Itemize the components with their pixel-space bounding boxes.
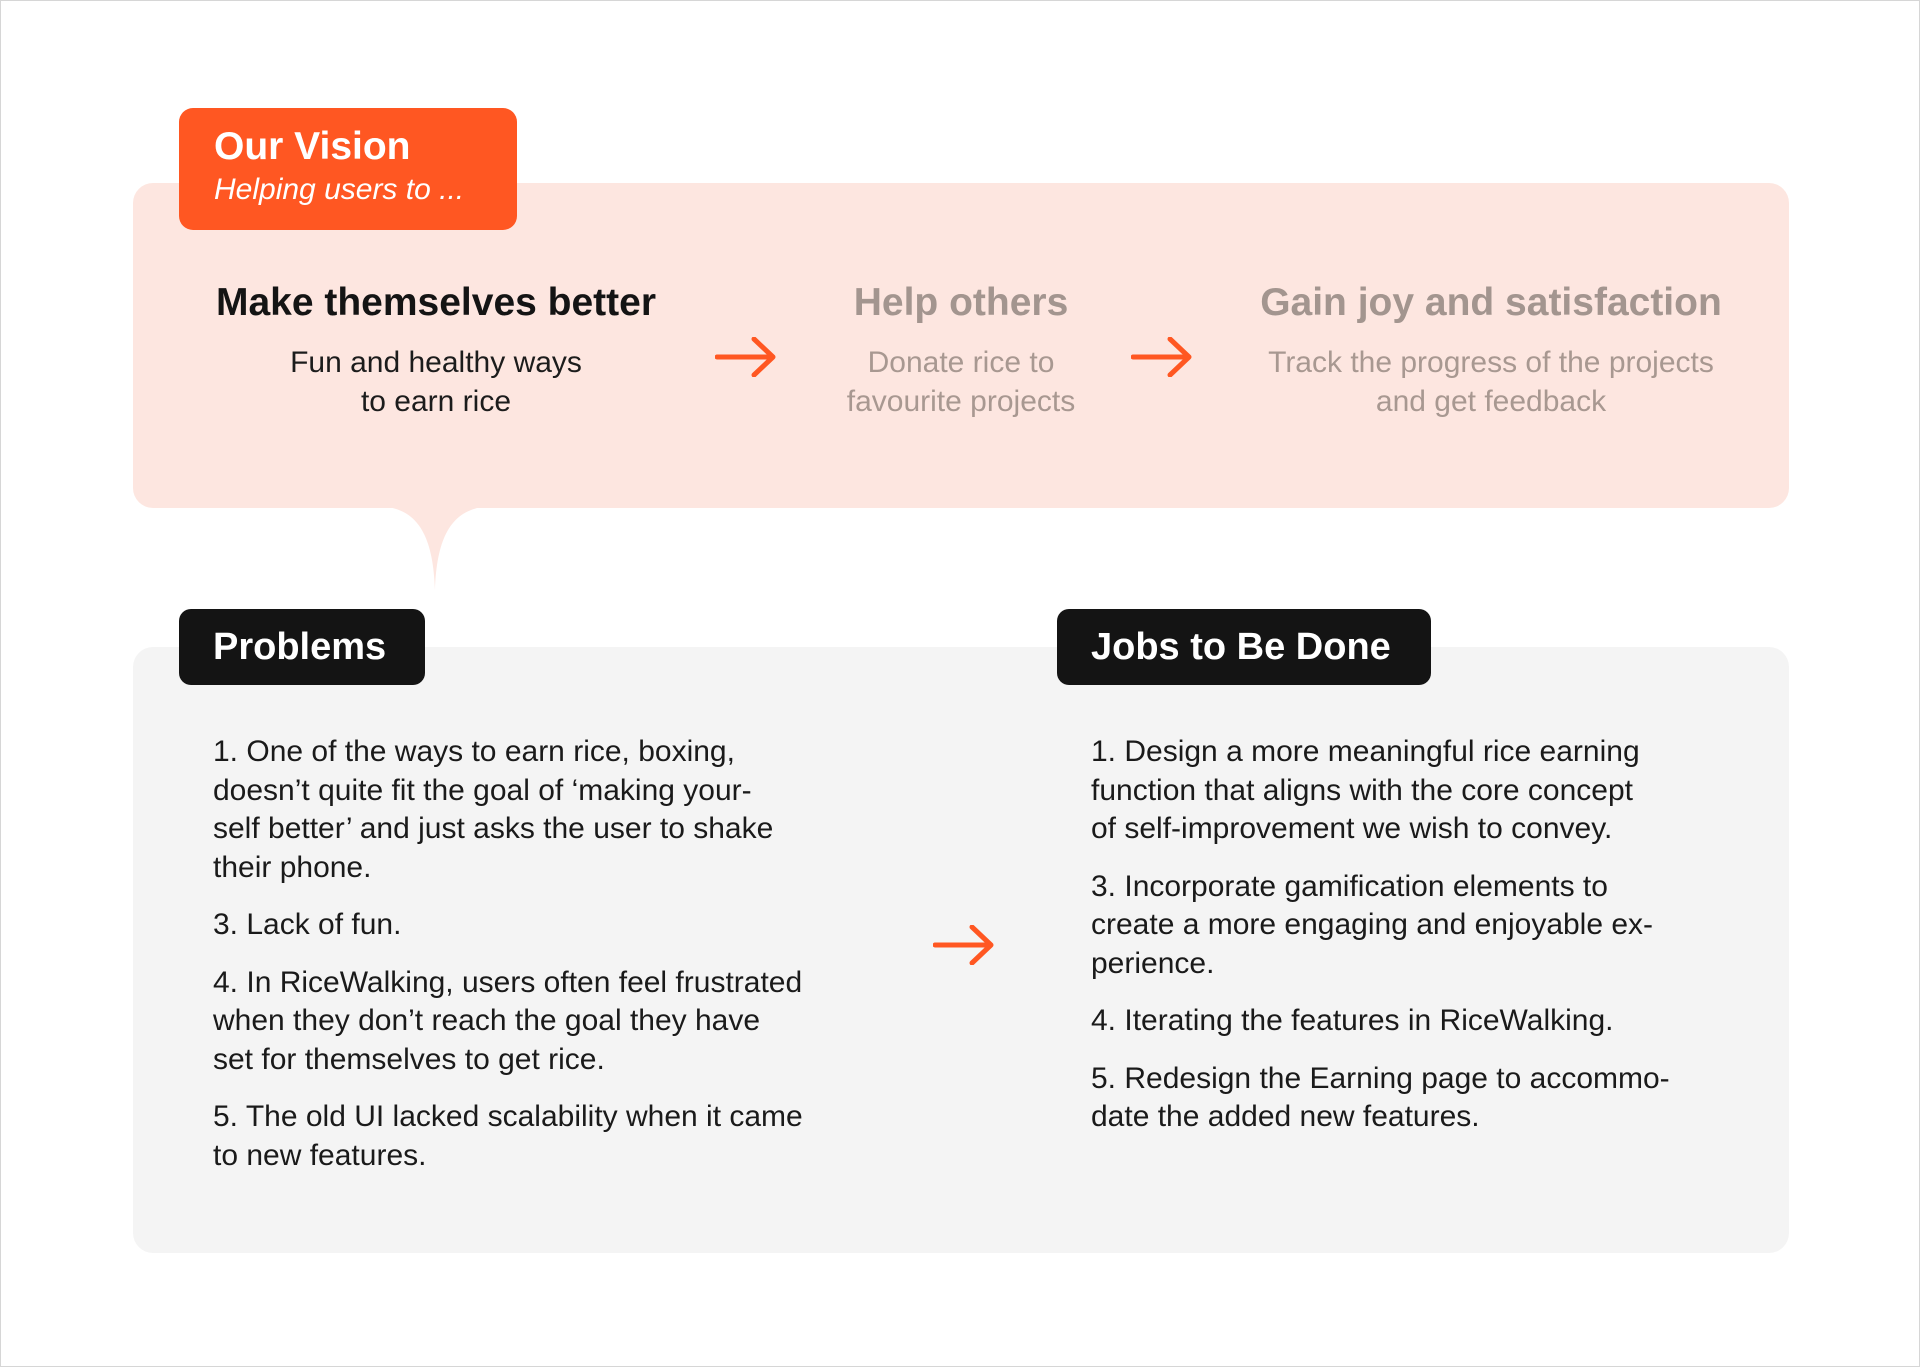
stage-desc-line: to earn rice	[360, 385, 512, 418]
stage-desc-line: and get feedback	[1375, 385, 1607, 418]
list-item-line: 5. The old UI lacked scalability when it came	[213, 1100, 803, 1133]
list-item-line: 1. Design a more meaningful rice earning	[1091, 735, 1640, 768]
list-item-line: 5. Redesign the Earning page to accommo-	[1091, 1061, 1670, 1095]
list-item	[1091, 733, 1711, 849]
stage-make-themselves-better	[191, 279, 681, 421]
vision-tag-subtitle: Helping users to ...	[214, 173, 465, 206]
vision-tag	[179, 108, 517, 230]
list-item-line: 3. Incorporate gamification elements to	[1091, 869, 1608, 903]
arrow-right-icon	[1131, 337, 1193, 377]
list-item-line: create a more engaging and enjoyable ex-	[1091, 908, 1654, 941]
stage-title: Gain joy and satisfaction	[1260, 281, 1722, 324]
jobs-tag: Jobs to Be Done	[1057, 609, 1431, 685]
list-item-line: of self-improvement we wish to convey.	[1091, 812, 1613, 845]
list-item-line: 4. Iterating the features in RiceWalking.	[1091, 1004, 1614, 1037]
stage-title: Help others	[853, 281, 1069, 324]
list-item	[1091, 1002, 1711, 1041]
list-item	[1091, 868, 1711, 984]
stage-desc-line: Fun and healthy ways	[290, 346, 582, 379]
stage-description	[191, 343, 681, 421]
vision-tag-title: Our Vision	[214, 125, 411, 168]
list-item	[1091, 1060, 1711, 1137]
stage-desc-line: favourite projects	[846, 385, 1076, 418]
list-item	[213, 1098, 853, 1175]
list-item-line: 3. Lack of fun.	[213, 908, 402, 941]
stage-description	[1221, 343, 1761, 421]
arrow-right-icon	[715, 337, 777, 377]
list-item-line: to new features.	[213, 1138, 427, 1172]
stage-title: Make themselves better	[215, 281, 657, 324]
stage-description	[801, 343, 1121, 421]
list-item-line: function that aligns with the core concept	[1091, 773, 1633, 807]
stage-desc-line: Track the progress of the projects	[1268, 346, 1714, 379]
list-item-line: date the added new features.	[1091, 1100, 1480, 1133]
list-item	[213, 964, 853, 1080]
list-item-line: 4. In RiceWalking, users often feel frustrated	[213, 965, 803, 999]
arrow-right-icon	[933, 925, 995, 965]
list-item-line: self better’ and just asks the user to shake	[213, 812, 774, 845]
list-item-line: perience.	[1091, 946, 1215, 980]
speech-bubble-tail	[375, 506, 495, 590]
problems-tag: Problems	[179, 609, 425, 685]
list-item-line: when they don’t reach the goal they have	[213, 1004, 761, 1037]
stage-desc-line: Donate rice to	[867, 346, 1055, 379]
stage-gain-joy	[1221, 279, 1761, 421]
jobs-list	[1091, 733, 1711, 1156]
list-item-line: their phone.	[213, 850, 372, 884]
list-item	[213, 733, 853, 887]
list-item-line: 1. One of the ways to earn rice, boxing,	[213, 735, 735, 768]
problems-list	[213, 733, 853, 1194]
list-item-line: doesn’t quite fit the goal of ‘making your-	[213, 773, 752, 807]
list-item-line: set for themselves to get rice.	[213, 1042, 605, 1076]
list-item	[213, 906, 853, 945]
stage-help-others	[801, 279, 1121, 421]
